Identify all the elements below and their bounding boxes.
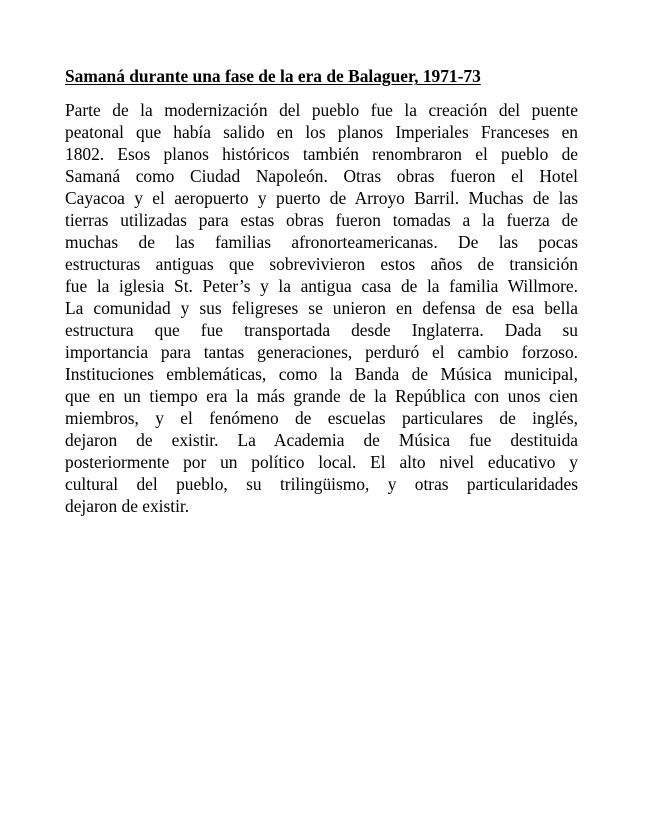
paragraph-line: muchas de las familias afronorteamericanas. De las pocas — [65, 232, 578, 252]
paragraph-line: Samaná como Ciudad Napoleón. Otras obras fueron el Hotel — [65, 166, 578, 186]
paragraph-line: peatonal que había salido en los planos Imperiales Franceses en — [65, 122, 578, 142]
paragraph-line: miembros, y el fenómeno de escuelas particulares de inglés, — [65, 408, 578, 428]
document-title: Samaná durante una fase de la era de Balaguer, 1971-73 — [65, 66, 481, 86]
paragraph-line: estructura que fue transportada desde Inglaterra. Dada su — [65, 320, 578, 340]
body-paragraph — [65, 99, 578, 517]
paragraph-line: dejaron de existir. La Academia de Música fue destituida — [65, 430, 578, 450]
paragraph-line: Instituciones emblemáticas, como la Banda de Música municipal, — [65, 364, 578, 384]
paragraph-line: Parte de la modernización del pueblo fue la creación del puente — [65, 100, 578, 120]
paragraph-line: 1802. Esos planos históricos también renombraron el pueblo de — [65, 144, 578, 164]
paragraph-line: estructuras antiguas que sobrevivieron estos años de transición — [65, 254, 578, 274]
paragraph-line: La comunidad y sus feligreses se unieron en defensa de esa bella — [65, 298, 578, 318]
paragraph-line: importancia para tantas generaciones, perduró el cambio forzoso. — [65, 342, 578, 362]
paragraph-line: fue la iglesia St. Peter’s y la antigua casa de la familia Willmore. — [65, 276, 578, 296]
paragraph-line: dejaron de existir. — [65, 496, 190, 516]
paragraph-line: que en un tiempo era la más grande de la República con unos cien — [65, 386, 578, 406]
paragraph-line: posteriormente por un político local. El alto nivel educativo y — [65, 452, 578, 472]
paragraph-line: cultural del pueblo, su trilingüismo, y otras particularidades — [65, 474, 578, 494]
paragraph-line: Cayacoa y el aeropuerto y puerto de Arroyo Barril. Muchas de las — [65, 188, 578, 208]
paragraph-line: tierras utilizadas para estas obras fueron tomadas a la fuerza de — [65, 210, 578, 230]
